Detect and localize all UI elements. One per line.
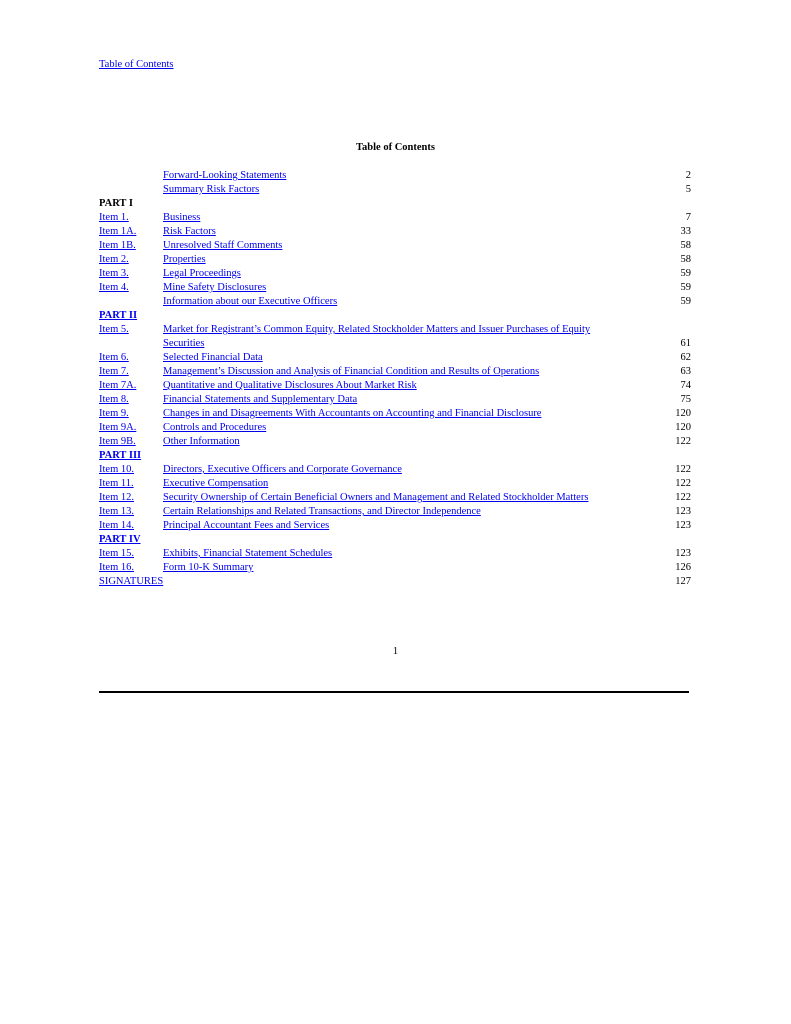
- toc-item-link[interactable]: SIGNATURES: [99, 576, 164, 587]
- toc-page-number: 62: [680, 352, 691, 363]
- toc-page-number: 122: [675, 478, 691, 489]
- toc-title-link[interactable]: Unresolved Staff Comments: [163, 240, 283, 251]
- toc-row: [99, 393, 691, 407]
- toc-title-link[interactable]: Market for Registrant’s Common Equity, Related Stockholder Matters and Issuer Purchases of Equity Securities: [163, 324, 591, 349]
- toc-row: [99, 281, 691, 295]
- toc-title-link[interactable]: Risk Factors: [163, 226, 216, 237]
- toc-page-number: 33: [680, 226, 691, 237]
- toc-title-link[interactable]: Properties: [163, 254, 206, 265]
- toc-item-link[interactable]: Item 9.: [99, 408, 129, 419]
- toc-item-link[interactable]: Item 6.: [99, 352, 129, 363]
- page-title: Table of Contents: [356, 142, 435, 153]
- toc-row: [99, 351, 691, 365]
- toc-item-link[interactable]: Item 3.: [99, 268, 129, 279]
- toc-page-number: 122: [675, 464, 691, 475]
- toc-page-number: 122: [675, 436, 691, 447]
- toc-page-number: 5: [685, 184, 691, 195]
- toc-title-link[interactable]: Quantitative and Qualitative Disclosures About Market Risk: [163, 380, 417, 391]
- toc-item-link[interactable]: Item 4.: [99, 282, 129, 293]
- toc-row: [99, 491, 691, 505]
- toc-row: [99, 421, 691, 435]
- toc-title-link[interactable]: Mine Safety Disclosures: [163, 282, 267, 293]
- toc-page-number: 75: [680, 394, 691, 405]
- toc-row: [99, 253, 691, 267]
- toc-page-number: 58: [680, 240, 691, 251]
- toc-title-link[interactable]: Legal Proceedings: [163, 268, 241, 279]
- toc-row: [99, 547, 691, 561]
- toc-title-link[interactable]: Information about our Executive Officers: [163, 296, 338, 307]
- toc-page-number: 59: [680, 282, 691, 293]
- toc-row: [99, 561, 691, 575]
- toc-item-link[interactable]: Item 1.: [99, 212, 129, 223]
- toc-row: [99, 169, 691, 183]
- toc-item-link[interactable]: Item 13.: [99, 506, 134, 517]
- toc-title-link[interactable]: Exhibits, Financial Statement Schedules: [163, 548, 333, 559]
- toc-title-link[interactable]: Directors, Executive Officers and Corporate Governance: [163, 464, 402, 475]
- page-divider: [99, 691, 689, 693]
- toc-page-number: 123: [675, 506, 691, 517]
- toc-title-link[interactable]: Financial Statements and Supplementary Data: [163, 394, 358, 405]
- toc-row: [99, 575, 691, 589]
- toc-item-link[interactable]: Item 2.: [99, 254, 129, 265]
- toc-title-link[interactable]: Controls and Procedures: [163, 422, 267, 433]
- toc-row: [99, 435, 691, 449]
- toc-title-link[interactable]: Management’s Discussion and Analysis of Financial Condition and Results of Operations: [163, 366, 540, 377]
- toc-row: [99, 239, 691, 253]
- toc-title-link[interactable]: Forward-Looking Statements: [163, 170, 287, 181]
- toc-item-link[interactable]: Item 1A.: [99, 226, 137, 237]
- toc-part-link[interactable]: PART II: [99, 310, 138, 321]
- toc-row: [99, 505, 691, 519]
- toc-title-link[interactable]: Certain Relationships and Related Transactions, and Director Independence: [163, 506, 481, 517]
- toc-item-link[interactable]: Item 1B.: [99, 240, 136, 251]
- toc-item-link[interactable]: Item 10.: [99, 464, 134, 475]
- toc-item-link[interactable]: Item 16.: [99, 562, 134, 573]
- toc-page-number: 7: [685, 212, 691, 223]
- toc-part-heading: [99, 449, 691, 463]
- toc-row: [99, 323, 691, 351]
- toc-page-number: 61: [680, 338, 691, 349]
- toc-part-link[interactable]: PART III: [99, 450, 142, 461]
- toc-part-link: PART I: [99, 198, 133, 209]
- toc-title-link[interactable]: Business: [163, 212, 201, 223]
- toc-row: [99, 407, 691, 421]
- toc-item-link[interactable]: Item 7A.: [99, 380, 137, 391]
- toc-page-number: 2: [685, 170, 691, 181]
- toc-item-link[interactable]: Item 12.: [99, 492, 134, 503]
- toc-item-link[interactable]: Item 9A.: [99, 422, 137, 433]
- toc-page-number: 59: [680, 296, 691, 307]
- toc-title-link[interactable]: Other Information: [163, 436, 240, 447]
- toc-title-link[interactable]: Security Ownership of Certain Beneficial Owners and Management and Related Stockholder Matters: [163, 492, 589, 503]
- toc-page-number: 123: [675, 548, 691, 559]
- toc-part-heading: [99, 533, 691, 547]
- table-of-contents-link[interactable]: Table of Contents: [99, 59, 174, 70]
- page-number: 1: [392, 646, 399, 657]
- toc-page-number: 58: [680, 254, 691, 265]
- toc-page-number: 63: [680, 366, 691, 377]
- toc-row: [99, 379, 691, 393]
- toc-row: [99, 267, 691, 281]
- toc-row: [99, 295, 691, 309]
- toc-item-link[interactable]: Item 8.: [99, 394, 129, 405]
- toc-row: [99, 519, 691, 533]
- toc-part-heading: [99, 197, 691, 211]
- toc-item-link[interactable]: Item 9B.: [99, 436, 136, 447]
- toc-title-link[interactable]: Principal Accountant Fees and Services: [163, 520, 330, 531]
- toc-page-number: 120: [675, 422, 691, 433]
- toc-item-link[interactable]: Item 7.: [99, 366, 129, 377]
- toc-page-number: 59: [680, 268, 691, 279]
- toc-title-link[interactable]: Selected Financial Data: [163, 352, 263, 363]
- toc-page-number: 123: [675, 520, 691, 531]
- toc-item-link[interactable]: Item 5.: [99, 324, 129, 335]
- toc-item-link[interactable]: Item 14.: [99, 520, 134, 531]
- toc-row: [99, 211, 691, 225]
- toc-title-link[interactable]: Changes in and Disagreements With Accountants on Accounting and Financial Disclosure: [163, 408, 542, 419]
- toc-title-link[interactable]: Form 10-K Summary: [163, 562, 254, 573]
- toc-row: [99, 463, 691, 477]
- toc-row: [99, 365, 691, 379]
- toc-table: [99, 169, 691, 589]
- toc-title-link[interactable]: Summary Risk Factors: [163, 184, 260, 195]
- toc-page-number: 122: [675, 492, 691, 503]
- toc-row: [99, 225, 691, 239]
- toc-row: [99, 477, 691, 491]
- toc-item-link[interactable]: Item 11.: [99, 478, 134, 489]
- toc-page-number: 127: [675, 576, 691, 587]
- toc-page-number: 126: [675, 562, 691, 573]
- toc-page-number: 74: [680, 380, 691, 391]
- toc-part-link[interactable]: PART IV: [99, 534, 141, 545]
- toc-row: [99, 183, 691, 197]
- toc-part-heading: [99, 309, 691, 323]
- toc-title-link[interactable]: Executive Compensation: [163, 478, 269, 489]
- toc-page-number: 120: [675, 408, 691, 419]
- toc-item-link[interactable]: Item 15.: [99, 548, 134, 559]
